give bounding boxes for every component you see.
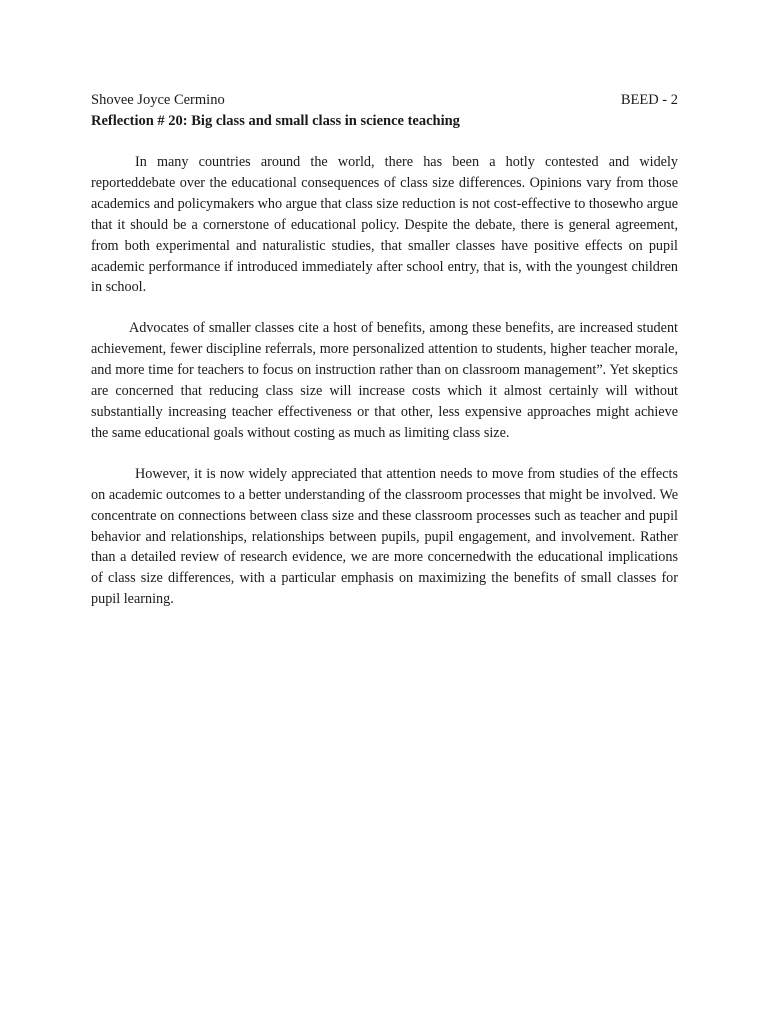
header-line bbox=[91, 90, 678, 111]
course-section: BEED - 2 bbox=[620, 92, 678, 108]
paragraph-2: Advocates of smaller classes cite a host of benefits, among these benefits, are increased student achievement, fewer discipline referrals, more personalized attention to students, higher teacher morale, and more time for teachers to focus on instruction rather than on classroom management”. Yet skeptics are concerned that reducing class size will increase costs which it almost certainly will without substantially increasing teacher effectiveness or that other, less expensive approaches might achieve the same educational goals without costing as much as limiting class size. bbox=[91, 320, 678, 441]
reflection-title: Reflection # 20: Big class and small class in science teaching bbox=[91, 113, 460, 129]
author-name: Shovee Joyce Cermino bbox=[91, 92, 225, 108]
paragraph-1: In many countries around the world, there has been a hotly contested and widely reporteddebate over the educational consequences of class size differences. Opinions vary from those academics and policymakers who argue that class size reduction is not cost-effective to thosewho argue that it should be a cornerstone of educational policy. Despite the debate, there is general agreement, from both experimental and naturalistic studies, that smaller classes have positive effects on pupil academic performance if introduced immediately after school entry, that is, with the youngest children in school. bbox=[91, 154, 679, 296]
document-page bbox=[91, 90, 678, 610]
paragraph-3: However, it is now widely appreciated that attention needs to move from studies of the effects on academic outcomes to a better understanding of the classroom processes that might be involved. We concentrate on connections between class size and these classroom processes such as teacher and pupil behavior and relationships, relationships between pupils, pupil engagement, and involvement. Rather than a detailed review of research evidence, we are more concernedwith the educational implications of class size differences, with a particular emphasis on maximizing the benefits of small classes for pupil learning. bbox=[91, 465, 678, 608]
